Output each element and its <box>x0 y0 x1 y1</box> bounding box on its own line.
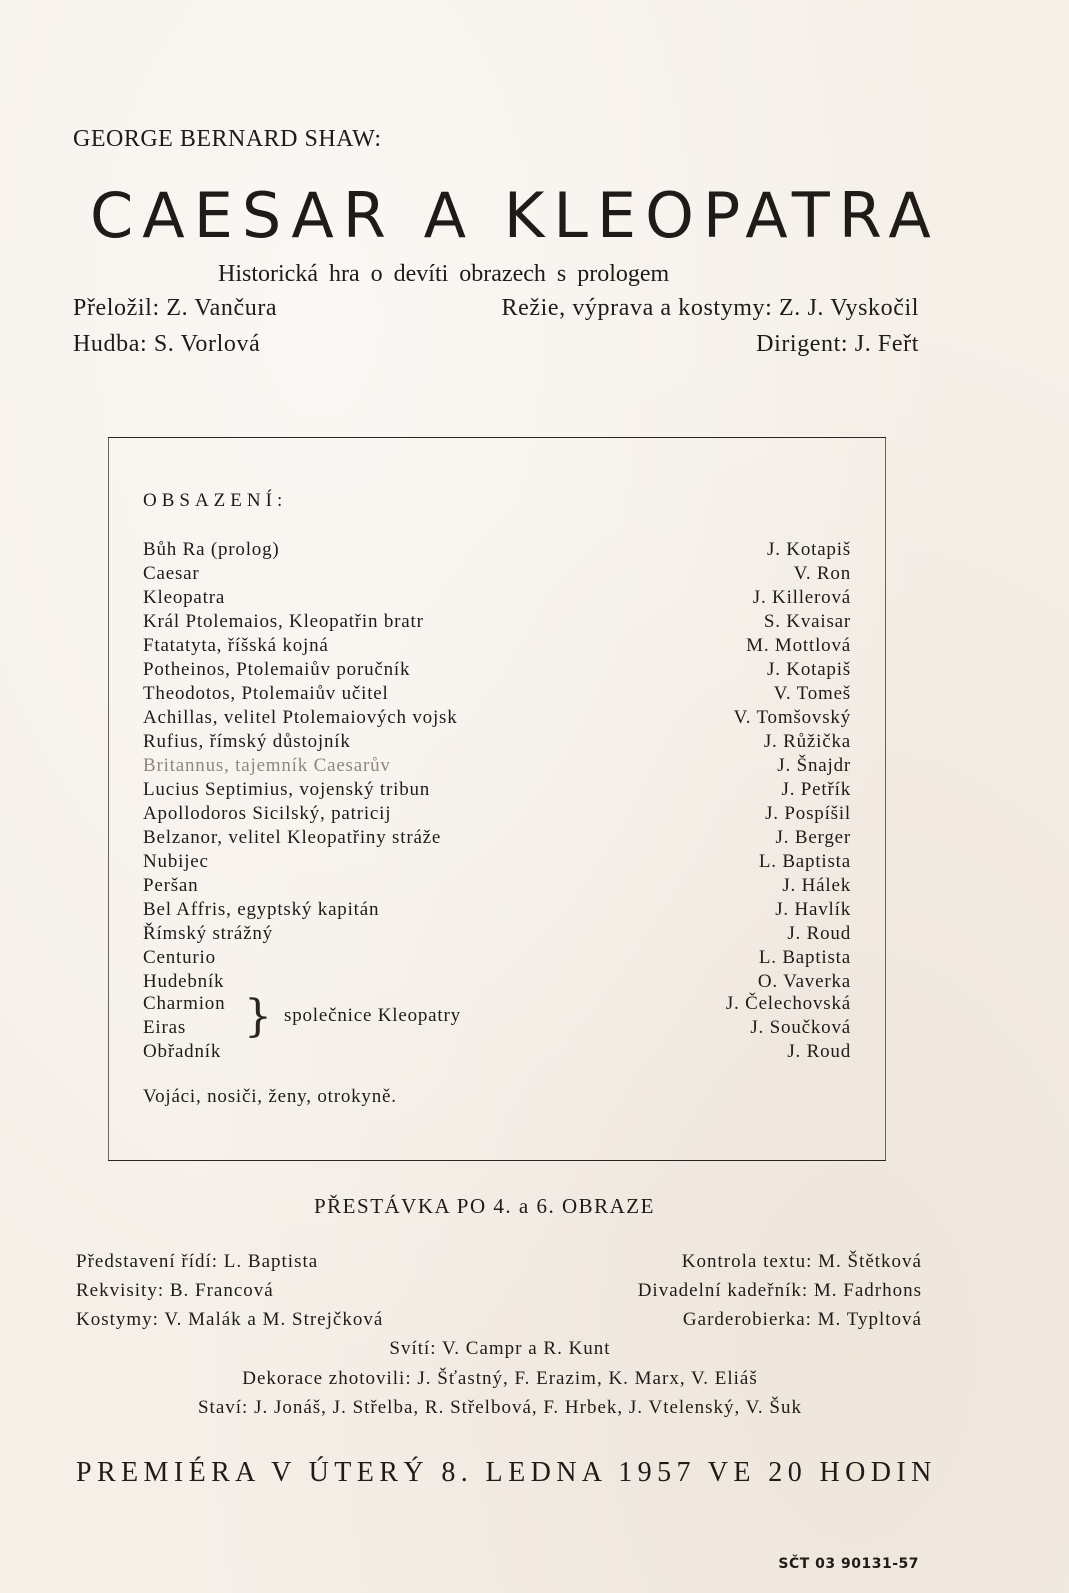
lighting-credit: Svítí: V. Campr a R. Kunt <box>389 1338 611 1359</box>
cast-actor: J. Kotapiš <box>767 539 851 560</box>
cast-role: Římský strážný <box>143 923 273 944</box>
cast-actor: J. Hálek <box>782 875 851 896</box>
cast-row <box>143 755 851 779</box>
cast-role: Apollodoros Sicilský, patricij <box>143 803 392 824</box>
cast-role: Bůh Ra (prolog) <box>143 539 280 560</box>
cast-row <box>143 851 851 875</box>
cast-role: Ftatatyta, říšská kojná <box>143 635 329 656</box>
cast-actor: J. Šnajdr <box>777 755 851 776</box>
cast-row <box>143 779 851 803</box>
credit-right: Kontrola textu: M. Štětková <box>681 1251 922 1272</box>
translator: Přeložil: Z. Vančura <box>73 295 278 321</box>
stage-credit: Staví: J. Jonáš, J. Střelba, R. Střelbová, F. Hrbek, J. Vtelenský, V. Šuk <box>197 1397 803 1418</box>
author: GEORGE BERNARD SHAW: <box>73 126 382 152</box>
cast-role: Kleopatra <box>143 587 226 608</box>
extras-note: Vojáci, nosiči, ženy, otrokyně. <box>143 1086 397 1107</box>
play-title: CAESAR A KLEOPATRA <box>90 179 940 252</box>
credit-right: Divadelní kadeřník: M. Fadrhons <box>637 1280 922 1301</box>
credits-row <box>76 1280 922 1306</box>
cast-heading: OBSAZENÍ: <box>143 490 288 511</box>
cast-role: Rufius, římský důstojník <box>143 731 351 752</box>
cast-row <box>143 707 851 731</box>
director: Režie, výprava a kostymy: Z. J. Vyskočil <box>501 295 919 321</box>
cast-actor: J. Petřík <box>781 779 851 800</box>
composer: Hudba: S. Vorlová <box>73 331 261 357</box>
cast-role: Obřadník <box>143 1041 222 1062</box>
cast-row <box>143 899 851 923</box>
cast-role: Potheinos, Ptolemaiův poručník <box>143 659 411 680</box>
cast-row <box>143 611 851 635</box>
cast-actor: J. Killerová <box>752 587 851 608</box>
brace-symbol: } <box>244 991 273 1042</box>
cast-actor: V. Tomšovský <box>733 707 851 728</box>
cast-role: Achillas, velitel Ptolemaiových vojsk <box>143 707 458 728</box>
cast-actor: J. Roud <box>787 1041 851 1062</box>
cast-actor: J. Roud <box>787 923 851 944</box>
cast-row <box>143 947 851 971</box>
credits-row <box>76 1309 922 1335</box>
cast-role: Peršan <box>143 875 199 896</box>
credit-left: Rekvisity: B. Francová <box>76 1280 274 1301</box>
decor-credit: Dekorace zhotovili: J. Šťastný, F. Erazim, K. Marx, V. Eliáš <box>242 1368 758 1389</box>
cast-actor: L. Baptista <box>758 851 851 872</box>
cast-row <box>143 923 851 947</box>
cast-actor: J. Růžička <box>763 731 851 752</box>
cast-role: Caesar <box>143 563 200 584</box>
cast-row <box>143 827 851 851</box>
cast-actor: J. Berger <box>775 827 851 848</box>
cast-row <box>143 731 851 755</box>
frame-left-rule <box>108 438 109 1160</box>
premiere-date: PREMIÉRA V ÚTERÝ 8. LEDNA 1957 VE 20 HODIN <box>76 1457 937 1488</box>
credits-row <box>76 1251 922 1277</box>
cast-actor: V. Tomeš <box>773 683 851 704</box>
cast-role: Centurio <box>143 947 216 968</box>
companions-group <box>143 993 851 1041</box>
credit-left: Představení řídí: L. Baptista <box>76 1251 319 1272</box>
cast-role: Nubijec <box>143 851 209 872</box>
cast-role: Charmion <box>143 993 226 1014</box>
cast-role: Lucius Septimius, vojenský tribun <box>143 779 431 800</box>
frame-right-rule <box>885 438 886 1160</box>
cast-role: Král Ptolemaios, Kleopatřin bratr <box>143 611 424 632</box>
cast-list-last <box>143 1041 851 1065</box>
cast-role: Bel Affris, egyptský kapitán <box>143 899 380 920</box>
group-label: společnice Kleopatry <box>284 1005 461 1026</box>
cast-actor: J. Pospíšil <box>765 803 851 824</box>
credit-left: Kostymy: V. Malák a M. Strejčková <box>76 1309 384 1330</box>
cast-actor: L. Baptista <box>758 947 851 968</box>
cast-row <box>143 635 851 659</box>
cast-actor: S. Kvaisar <box>763 611 851 632</box>
cast-actor: J. Havlík <box>775 899 851 920</box>
cast-role: Theodotos, Ptolemaiův učitel <box>143 683 389 704</box>
print-code: SČT 03 90131-57 <box>778 1556 919 1572</box>
cast-actor: J. Kotapiš <box>767 659 851 680</box>
cast-row <box>143 659 851 683</box>
cast-actor: V. Ron <box>793 563 851 584</box>
cast-actor: M. Mottlová <box>746 635 851 656</box>
cast-row <box>143 803 851 827</box>
cast-row <box>143 875 851 899</box>
cast-row <box>143 563 851 587</box>
cast-role: Hudebník <box>143 971 225 992</box>
cast-list <box>143 539 851 995</box>
play-subtitle: Historická hra o devíti obrazech s prologem <box>218 261 670 287</box>
cast-role: Eiras <box>143 1017 187 1038</box>
intermission-note: PŘESTÁVKA PO 4. a 6. OBRAZE <box>314 1194 655 1218</box>
cast-actor: J. Součková <box>750 1017 851 1038</box>
conductor: Dirigent: J. Feřt <box>756 331 919 357</box>
cast-role: Belzanor, velitel Kleopatřiny stráže <box>143 827 442 848</box>
credit-right: Garderobierka: M. Typltová <box>682 1309 922 1330</box>
cast-actor: O. Vaverka <box>757 971 851 992</box>
cast-row <box>143 539 851 563</box>
cast-row <box>143 683 851 707</box>
cast-role: Britannus, tajemník Caesarův <box>143 755 391 776</box>
cast-row <box>143 1041 851 1065</box>
cast-row <box>143 587 851 611</box>
cast-actor: J. Čelechovská <box>725 993 851 1014</box>
